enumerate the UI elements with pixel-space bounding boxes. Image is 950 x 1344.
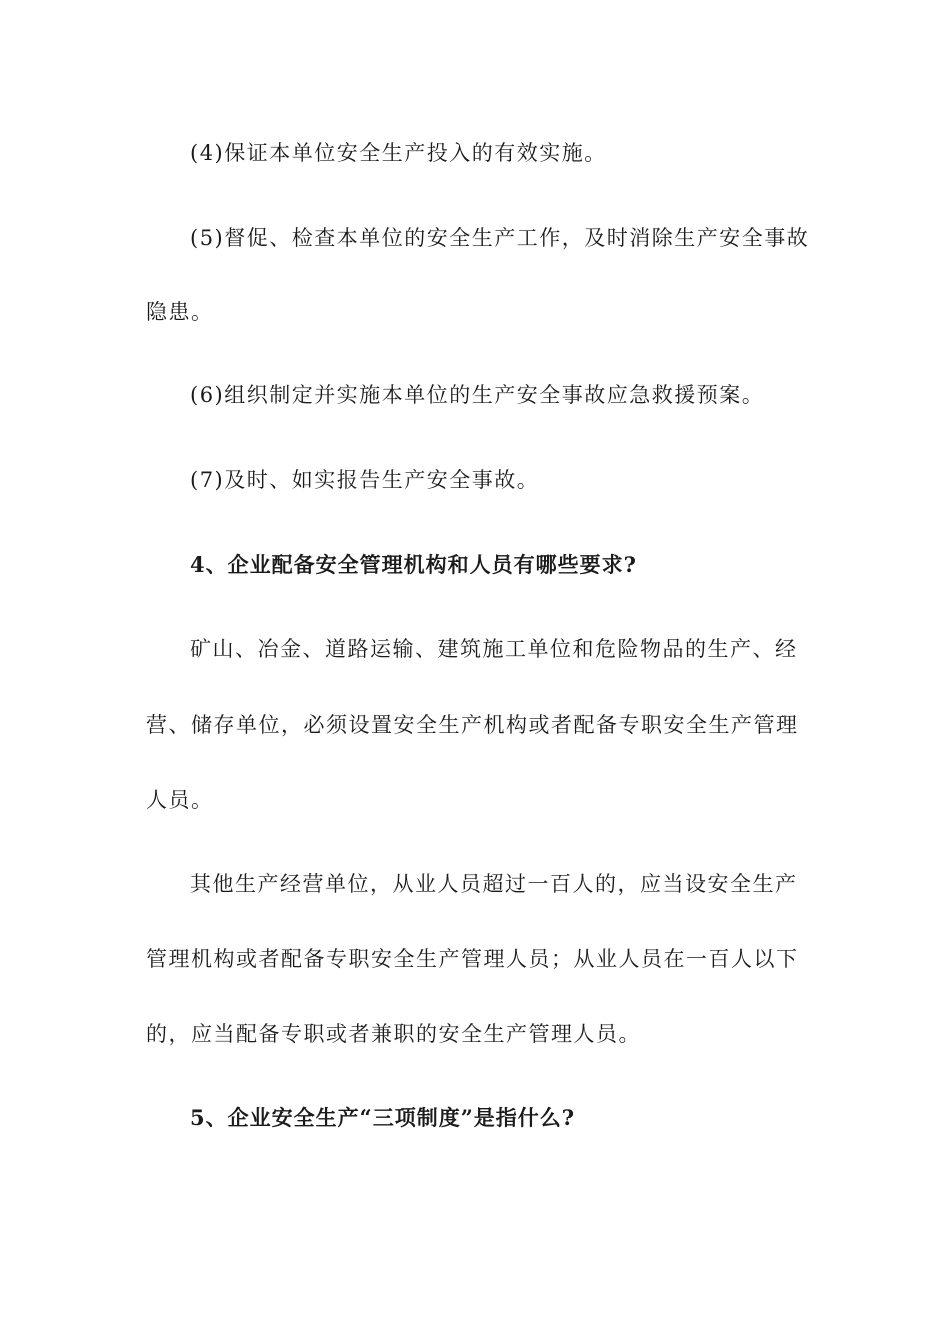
paragraph-line: 的，应当配备专职或者兼职的安全生产管理人员。 (146, 1022, 641, 1046)
list-item: (7)及时、如实报告生产安全事故。 (190, 468, 540, 492)
section-heading-4: 4、企业配备安全管理机构和人员有哪些要求? (190, 552, 637, 577)
list-item: (6)组织制定并实施本单位的生产安全事故应急救援预案。 (190, 383, 765, 407)
paragraph-line: 其他生产经营单位，从业人员超过一百人的，应当设安全生产 (190, 872, 798, 896)
paragraph-line: 营、储存单位，必须设置安全生产机构或者配备专职安全生产管理 (146, 713, 799, 737)
list-item: (4)保证本单位安全生产投入的有效实施。 (190, 141, 607, 165)
list-item: (5)督促、检查本单位的安全生产工作，及时消除生产安全事故 (190, 226, 810, 250)
paragraph-line: 矿山、冶金、道路运输、建筑施工单位和危险物品的生产、经 (190, 637, 798, 661)
paragraph-line: 人员。 (146, 788, 214, 812)
list-item-continuation: 隐患。 (146, 300, 214, 324)
section-heading-5: 5、企业安全生产“三项制度”是指什么? (190, 1105, 576, 1130)
paragraph-line: 管理机构或者配备专职安全生产管理人员；从业人员在一百人以下 (146, 947, 799, 971)
